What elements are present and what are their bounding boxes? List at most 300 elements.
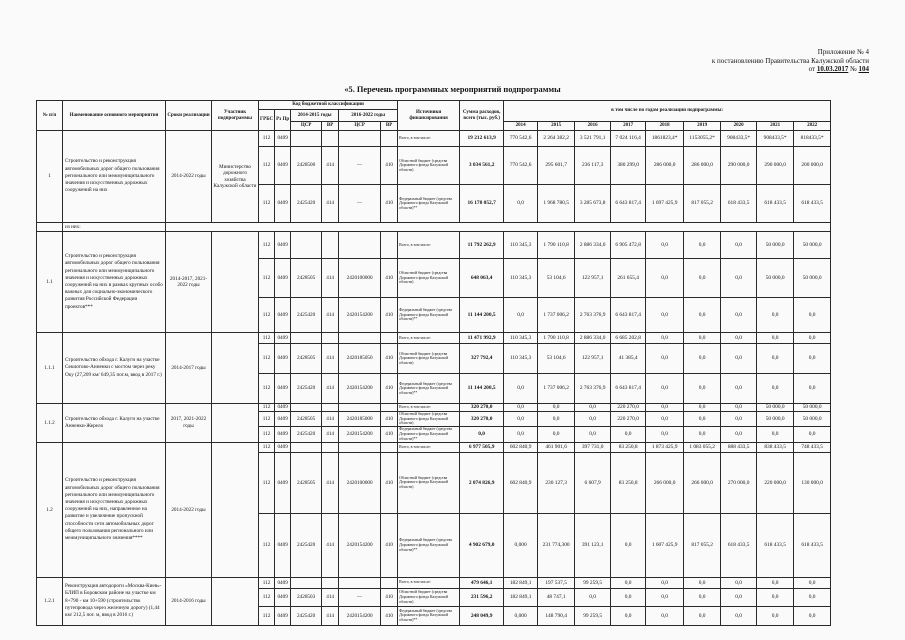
- year-value-2020: 888 433,5: [721, 442, 757, 452]
- year-value-2019: 0,0: [684, 259, 721, 298]
- year-value-2016: 391 123,1: [575, 513, 611, 577]
- year-value-2016: 122 957,1: [575, 259, 611, 298]
- vr-2016-code: 410: [381, 426, 398, 442]
- subitems-cell-blank: [37, 223, 63, 232]
- year-value-2019: 0,0: [684, 577, 721, 588]
- grbs-code: 112: [259, 185, 275, 223]
- grbs-code: 112: [259, 344, 275, 374]
- year-value-2020: 0,0: [721, 344, 757, 374]
- year-value-2015: 461 901,6: [538, 442, 575, 452]
- year-value-2016: 0,0: [575, 412, 611, 427]
- header-budget-code: Код бюджетной классификации: [259, 101, 398, 110]
- year-value-2022: 50 000,0: [794, 412, 831, 427]
- csr-2014-code: 2425420: [291, 513, 322, 577]
- csr-2014-code: [291, 442, 322, 452]
- vr-2016-code: 410: [381, 513, 398, 577]
- csr-2014-code: [291, 333, 322, 344]
- rzpr-code: 0409: [275, 588, 291, 606]
- year-value-2014: 0,0: [504, 374, 538, 404]
- year-value-2020: 0,0: [721, 412, 757, 427]
- year-value-2014: 0,0: [504, 185, 538, 223]
- year-value-2018: 266 000,0: [646, 452, 684, 513]
- csr-2016-code: [339, 442, 381, 452]
- year-value-2019: 1153055,2*: [684, 131, 721, 147]
- year-value-2017: 6 905 472,8: [611, 232, 646, 259]
- year-value-2016: 6 607,9: [575, 452, 611, 513]
- year-value-2017: 6 643 817,4: [611, 374, 646, 404]
- csr-2014-code: 2428505: [291, 259, 322, 298]
- rzpr-code: 0409: [275, 513, 291, 577]
- year-value-2017: 6 685 202,8: [611, 333, 646, 344]
- funding-source: Областной бюджет (средства Дорожного фонда Калужской области): [398, 259, 460, 298]
- header-year-2022: 2022: [794, 122, 831, 131]
- year-value-2017: 220 270,0: [611, 404, 646, 412]
- year-value-2020: 0,0: [721, 232, 757, 259]
- funding-source: Федеральный бюджет (средства Дорожного фонда Калужской области)**: [398, 606, 460, 625]
- header-year-2020: 2020: [721, 122, 757, 131]
- measure-name: Строительство обхода г. Калуги на участке Анненки-Жерело: [63, 404, 166, 443]
- year-value-2020: 908433,5*: [721, 131, 757, 147]
- header-period: Сроки реализации: [166, 101, 212, 131]
- year-value-2020: 0,0: [721, 577, 757, 588]
- measure-period: 2014-2022 годы: [166, 131, 212, 223]
- year-value-2021: 0,0: [757, 374, 794, 404]
- year-value-2014: 0,0: [504, 426, 538, 442]
- year-value-2015: 1 968 780,5: [538, 185, 575, 223]
- year-value-2018: 0,0: [646, 588, 684, 606]
- grbs-code: 112: [259, 513, 275, 577]
- grbs-code: 112: [259, 298, 275, 333]
- vr-2014-code: [322, 232, 339, 259]
- year-value-2017: 83 250,8: [611, 452, 646, 513]
- year-value-2019: 0,0: [684, 232, 721, 259]
- header-name: Наименование основного мероприятия: [63, 101, 166, 131]
- year-value-2015: 197 537,5: [538, 577, 575, 588]
- header-sum: Сумма расходов, всего (тыс. руб.): [460, 101, 504, 131]
- csr-2016-code: 2420100000: [339, 259, 381, 298]
- row-number: 1.2.1: [37, 577, 63, 625]
- rzpr-code: 0409: [275, 442, 291, 452]
- year-value-2021: 0,0: [757, 426, 794, 442]
- year-value-2016: 99 259,5: [575, 606, 611, 625]
- year-value-2022: 0,0: [794, 333, 831, 344]
- sum-total: 327 792,4: [460, 344, 504, 374]
- decree-date-line: от 10.03.2017 № 104: [808, 65, 869, 74]
- year-value-2018: 1861823,4*: [646, 131, 684, 147]
- year-value-2014: 770 542,6: [504, 147, 538, 185]
- year-value-2022: 0,0: [794, 606, 831, 625]
- year-value-2017: 0,0: [611, 513, 646, 577]
- year-value-2021: 50 000,0: [757, 259, 794, 298]
- vr-2016-code: [381, 577, 398, 588]
- csr-2016-code: 2420154200: [339, 513, 381, 577]
- year-value-2020: 618 433,5: [721, 185, 757, 223]
- year-value-2019: 817 055,2: [684, 185, 721, 223]
- measure-participant: [212, 442, 259, 577]
- year-value-2017: 0,0: [611, 606, 646, 625]
- header-num: № п/п: [37, 101, 63, 131]
- header-rzpr: Рз Пр: [275, 110, 291, 131]
- funding-source: Всего, в том числе:: [398, 232, 460, 259]
- year-value-2022: 0,0: [794, 577, 831, 588]
- year-value-2016: 99 259,5: [575, 577, 611, 588]
- year-value-2022: 0,0: [794, 588, 831, 606]
- year-value-2022: 130 000,0: [794, 452, 831, 513]
- csr-2014-code: 2425420: [291, 374, 322, 404]
- year-value-2017: 261 655,4: [611, 259, 646, 298]
- measure-name: Строительство и реконструкция автомобильных дорог общего пользования регионального или межмуниципального значения и искусственных дорожных сооружений на них, направленное на развитие и увеличение пропускной способности сети автомобильных дорог общего пользования регионального или межмуниципального значения****: [63, 442, 166, 577]
- vr-2016-code: 410: [381, 588, 398, 606]
- year-value-2014: 182 849,1: [504, 588, 538, 606]
- grbs-code: 112: [259, 452, 275, 513]
- header-year-2015: 2015: [538, 122, 575, 131]
- year-value-2015: 0,0: [538, 412, 575, 427]
- sum-total: 19 212 613,9: [460, 131, 504, 147]
- appendix-number: Приложение № 4: [817, 48, 869, 56]
- funding-source: Всего, в том числе:: [398, 577, 460, 588]
- csr-2014-code: 2428505: [291, 452, 322, 513]
- sum-total: 3 034 561,2: [460, 147, 504, 185]
- grbs-code: 112: [259, 588, 275, 606]
- vr-2014-code: 414: [322, 452, 339, 513]
- vr-2014-code: [322, 131, 339, 147]
- measure-participant: [212, 333, 259, 404]
- funding-source: Областной бюджет (средства Дорожного фонда Калужской области): [398, 588, 460, 606]
- year-value-2018: 0,0: [646, 404, 684, 412]
- vr-2016-code: [381, 131, 398, 147]
- rzpr-code: 0409: [275, 185, 291, 223]
- year-value-2014: 110 345,3: [504, 344, 538, 374]
- row-number: 1.1: [37, 232, 63, 333]
- grbs-code: 112: [259, 131, 275, 147]
- grbs-code: 112: [259, 147, 275, 185]
- funding-source: Областной бюджет (средства Дорожного фонда Калужской области): [398, 147, 460, 185]
- year-value-2020: 0,0: [721, 298, 757, 333]
- table-row: [37, 442, 831, 452]
- year-value-2017: 41 385,4: [611, 344, 646, 374]
- year-value-2019: 266 000,0: [684, 452, 721, 513]
- rzpr-code: 0409: [275, 147, 291, 185]
- year-value-2016: 0,0: [575, 404, 611, 412]
- year-value-2017: 7 024 116,4: [611, 131, 646, 147]
- vr-2016-code: 410: [381, 259, 398, 298]
- year-value-2020: 0,0: [721, 426, 757, 442]
- csr-2016-code: 2420185000: [339, 412, 381, 427]
- vr-2014-code: 414: [322, 426, 339, 442]
- grbs-code: 112: [259, 412, 275, 427]
- year-value-2016: 2 763 376,9: [575, 298, 611, 333]
- year-value-2022: 818433,5*: [794, 131, 831, 147]
- row-number: 1: [37, 131, 63, 223]
- header-year-2021: 2021: [757, 122, 794, 131]
- csr-2016-code: —: [339, 147, 381, 185]
- year-value-2018: 0,0: [646, 606, 684, 625]
- vr-2014-code: 414: [322, 259, 339, 298]
- year-value-2015: 1 790 110,8: [538, 232, 575, 259]
- sum-total: 231 596,2: [460, 588, 504, 606]
- year-value-2020: 0,0: [721, 606, 757, 625]
- measure-participant: [212, 404, 259, 443]
- year-value-2018: 0,0: [646, 577, 684, 588]
- year-value-2016: 2 886 334,0: [575, 232, 611, 259]
- year-value-2019: 0,0: [684, 404, 721, 412]
- year-value-2014: 110 345,3: [504, 232, 538, 259]
- csr-2014-code: [291, 232, 322, 259]
- sum-total: 11 792 262,9: [460, 232, 504, 259]
- year-value-2018: 0,0: [646, 333, 684, 344]
- csr-2016-code: 2420185050: [339, 344, 381, 374]
- year-value-2020: 0,0: [721, 404, 757, 412]
- year-value-2020: 0,0: [721, 588, 757, 606]
- csr-2014-code: 2428505: [291, 344, 322, 374]
- year-value-2015: 230 127,3: [538, 452, 575, 513]
- vr-2014-code: 414: [322, 412, 339, 427]
- year-value-2019: 1 083 055,2: [684, 442, 721, 452]
- year-value-2021: 50 000,0: [757, 412, 794, 427]
- year-value-2014: 0,0: [504, 404, 538, 412]
- year-value-2015: 2 264 382,2: [538, 131, 575, 147]
- rzpr-code: 0409: [275, 404, 291, 412]
- year-value-2016: 122 957,1: [575, 344, 611, 374]
- grbs-code: 112: [259, 404, 275, 412]
- funding-source: Областной бюджет (средства Дорожного фонда Калужской области): [398, 344, 460, 374]
- header-source: Источники финансирования: [398, 101, 460, 131]
- measure-name: Строительство и реконструкция автомобильных дорог общего пользования регионального или межмуниципального значения и искусственных дорожных сооружений на них в рамках крупных особо важных для социально-экономического развития Российской Федерации проектов***: [63, 232, 166, 333]
- rzpr-code: 0409: [275, 412, 291, 427]
- header-participant: Участник подпрограммы: [212, 101, 259, 131]
- csr-2014-code: 2425420: [291, 606, 322, 625]
- csr-2016-code: [339, 404, 381, 412]
- year-value-2021: 838 433,5: [757, 442, 794, 452]
- year-value-2014: 182 849,1: [504, 577, 538, 588]
- year-value-2021: 0,0: [757, 577, 794, 588]
- header-vr-2014: ВР: [322, 122, 339, 131]
- year-value-2020: 0,0: [721, 259, 757, 298]
- year-value-2017: 83 250,8: [611, 442, 646, 452]
- year-value-2019: 286 000,0: [684, 147, 721, 185]
- rzpr-code: 0409: [275, 131, 291, 147]
- csr-2014-code: [291, 577, 322, 588]
- sum-total: 11 144 200,5: [460, 298, 504, 333]
- year-value-2019: 0,0: [684, 606, 721, 625]
- table-row: [37, 333, 831, 344]
- vr-2016-code: 410: [381, 298, 398, 333]
- measure-name: Строительство обхода г. Калуги на участке Секиотово-Анненки с мостом через реку Оку (27,209 км/ 649,35 пог.м, ввод в 2017 г.): [63, 333, 166, 404]
- year-value-2018: 0,0: [646, 426, 684, 442]
- year-value-2014: 110 345,3: [504, 259, 538, 298]
- grbs-code: 112: [259, 333, 275, 344]
- subitems-filler: [166, 223, 831, 232]
- row-number: 1.2: [37, 442, 63, 577]
- year-value-2022: 0,0: [794, 298, 831, 333]
- year-value-2019: 0,0: [684, 333, 721, 344]
- year-value-2020: 618 433,5: [721, 513, 757, 577]
- year-value-2015: 1 790 110,8: [538, 333, 575, 344]
- header-year-2016: 2016: [575, 122, 611, 131]
- year-value-2022: 0,0: [794, 344, 831, 374]
- sum-total: 11 144 200,5: [460, 374, 504, 404]
- year-value-2015: 231 774,300: [538, 513, 575, 577]
- decree-number: 104: [858, 65, 869, 74]
- year-value-2022: 50 000,0: [794, 232, 831, 259]
- year-value-2019: 0,0: [684, 426, 721, 442]
- sum-total: 320 270,0: [460, 404, 504, 412]
- year-value-2016: 3 285 673,8: [575, 185, 611, 223]
- year-value-2014: 0,000: [504, 606, 538, 625]
- csr-2016-code: —: [339, 588, 381, 606]
- table-row: [37, 404, 831, 412]
- vr-2014-code: 414: [322, 513, 339, 577]
- year-value-2017: 6 643 817,4: [611, 185, 646, 223]
- vr-2016-code: [381, 333, 398, 344]
- csr-2014-code: [291, 131, 322, 147]
- year-value-2022: 0,0: [794, 374, 831, 404]
- year-value-2018: 1 873 425,9: [646, 442, 684, 452]
- csr-2014-code: [291, 404, 322, 412]
- measure-period: 2017, 2021-2022 годы: [166, 404, 212, 443]
- year-value-2019: 0,0: [684, 374, 721, 404]
- sum-total: 6 977 505,9: [460, 442, 504, 452]
- header-year-2019: 2019: [684, 122, 721, 131]
- csr-2016-code: 2420154200: [339, 374, 381, 404]
- vr-2016-code: 410: [381, 606, 398, 625]
- decree-date: 10.03.2017: [816, 65, 849, 74]
- csr-2016-code: 2420154200: [339, 298, 381, 333]
- vr-2014-code: 414: [322, 344, 339, 374]
- sum-total: 4 902 679,0: [460, 513, 504, 577]
- sum-total: 320 270,0: [460, 412, 504, 427]
- measures-table: [36, 100, 831, 626]
- year-value-2015: 0,0: [538, 426, 575, 442]
- year-value-2021: 0,0: [757, 588, 794, 606]
- vr-2014-code: 414: [322, 298, 339, 333]
- funding-source: Федеральный бюджет (средства Дорожного фонда Калужской области)**: [398, 426, 460, 442]
- header-year-2017: 2017: [611, 122, 646, 131]
- year-value-2018: 1 697 425,9: [646, 185, 684, 223]
- rzpr-code: 0409: [275, 259, 291, 298]
- vr-2016-code: 410: [381, 344, 398, 374]
- header-csr-2016: ЦСР: [339, 122, 381, 131]
- measure-participant: Министерство дорожного хозяйства Калужской области: [212, 131, 259, 223]
- funding-source: Всего, в том числе:: [398, 404, 460, 412]
- funding-source: Федеральный бюджет (средства Дорожного фонда Калужской области)**: [398, 185, 460, 223]
- year-value-2022: 200 000,0: [794, 147, 831, 185]
- vr-2016-code: [381, 232, 398, 259]
- funding-source: Областной бюджет (средства Дорожного фонда Калужской области): [398, 452, 460, 513]
- sum-total: 11 471 992,9: [460, 333, 504, 344]
- funding-source: Областной бюджет (средства Дорожного фонда Калужской области): [398, 412, 460, 427]
- year-value-2018: 0,0: [646, 412, 684, 427]
- year-value-2016: 397 731,0: [575, 442, 611, 452]
- csr-2014-code: 2428505: [291, 412, 322, 427]
- vr-2014-code: [322, 577, 339, 588]
- year-value-2016: 2 886 334,0: [575, 333, 611, 344]
- year-value-2020: 0,0: [721, 333, 757, 344]
- year-value-2018: 0,0: [646, 232, 684, 259]
- header-by-years: в том числе по годам реализации подпрограммы:: [504, 101, 831, 122]
- csr-2016-code: 2420154200: [339, 606, 381, 625]
- measure-period: 2014-2017, 2021-2022 годы: [166, 232, 212, 333]
- sum-total: 16 178 052,7: [460, 185, 504, 223]
- vr-2016-code: 410: [381, 147, 398, 185]
- header-year-2018: 2018: [646, 122, 684, 131]
- vr-2014-code: 414: [322, 588, 339, 606]
- header-period-2014: 2014-2015 годы: [291, 110, 339, 122]
- year-value-2021: 50 000,0: [757, 232, 794, 259]
- csr-2014-code: 2425420: [291, 185, 322, 223]
- vr-2016-code: [381, 442, 398, 452]
- vr-2016-code: [381, 404, 398, 412]
- vr-2014-code: 414: [322, 606, 339, 625]
- vr-2016-code: 410: [381, 374, 398, 404]
- vr-2014-code: 414: [322, 374, 339, 404]
- measure-period: 2014-2022 годы: [166, 442, 212, 577]
- year-value-2014: 770 542,6: [504, 131, 538, 147]
- vr-2014-code: [322, 333, 339, 344]
- csr-2014-code: 2428500: [291, 147, 322, 185]
- year-value-2021: 0,0: [757, 333, 794, 344]
- sum-total: 0,0: [460, 426, 504, 442]
- page-title: «5. Перечень программных мероприятий подпрограммы: [344, 85, 561, 94]
- grbs-code: 112: [259, 606, 275, 625]
- year-value-2018: 0,0: [646, 298, 684, 333]
- vr-2014-code: 414: [322, 147, 339, 185]
- measure-name: Реконструкция автодороги «Москва-Киев»-БЛИП в Боровском районе на участке км 8+790 - км 10+590 (строительство путепровода через железную дорогу) (1,44 км/ 212,5 пог. м, ввод в 2016 г.): [63, 577, 166, 625]
- year-value-2014: 0,000: [504, 513, 538, 577]
- vr-2014-code: [322, 442, 339, 452]
- csr-2016-code: [339, 131, 381, 147]
- year-value-2019: 0,0: [684, 412, 721, 427]
- year-value-2015: 0,0: [538, 404, 575, 412]
- year-value-2016: 3 521 791,1: [575, 131, 611, 147]
- year-value-2016: 0,0: [575, 588, 611, 606]
- table-row: [37, 131, 831, 147]
- year-value-2019: 0,0: [684, 298, 721, 333]
- year-value-2022: 50 000,0: [794, 404, 831, 412]
- year-value-2022: 748 433,5: [794, 442, 831, 452]
- subitems-label: из них:: [63, 223, 166, 232]
- table-row: [37, 232, 831, 259]
- csr-2016-code: —: [339, 185, 381, 223]
- csr-2016-code: 2420100000: [339, 452, 381, 513]
- year-value-2021: 0,0: [757, 344, 794, 374]
- csr-2014-code: 2425420: [291, 298, 322, 333]
- vr-2014-code: 414: [322, 185, 339, 223]
- csr-2014-code: 2425420: [291, 426, 322, 442]
- grbs-code: 112: [259, 259, 275, 298]
- funding-source: Всего, в том числе:: [398, 442, 460, 452]
- csr-2014-code: 2428503: [291, 588, 322, 606]
- year-value-2014: 110 345,3: [504, 333, 538, 344]
- year-value-2017: 6 643 817,4: [611, 298, 646, 333]
- rzpr-code: 0409: [275, 333, 291, 344]
- funding-source: Всего, в том числе:: [398, 333, 460, 344]
- year-value-2018: 0,0: [646, 374, 684, 404]
- grbs-code: 112: [259, 426, 275, 442]
- header-period-2016: 2016-2022 годы: [339, 110, 398, 122]
- measure-name: Строительство и реконструкция автомобильных дорог общего пользования регионального или межмуниципального значения и искусственных дорожных сооружений на них: [63, 131, 166, 223]
- header-year-2014: 2014: [504, 122, 538, 131]
- rzpr-code: 0409: [275, 452, 291, 513]
- year-value-2021: 908433,5*: [757, 131, 794, 147]
- year-value-2014: 0,0: [504, 298, 538, 333]
- year-value-2015: 295 601,7: [538, 147, 575, 185]
- appendix-header: [712, 48, 869, 74]
- year-value-2015: 148 790,4: [538, 606, 575, 625]
- year-value-2015: 1 737 006,2: [538, 374, 575, 404]
- rzpr-code: 0409: [275, 374, 291, 404]
- header-vr-2016: ВР: [381, 122, 398, 131]
